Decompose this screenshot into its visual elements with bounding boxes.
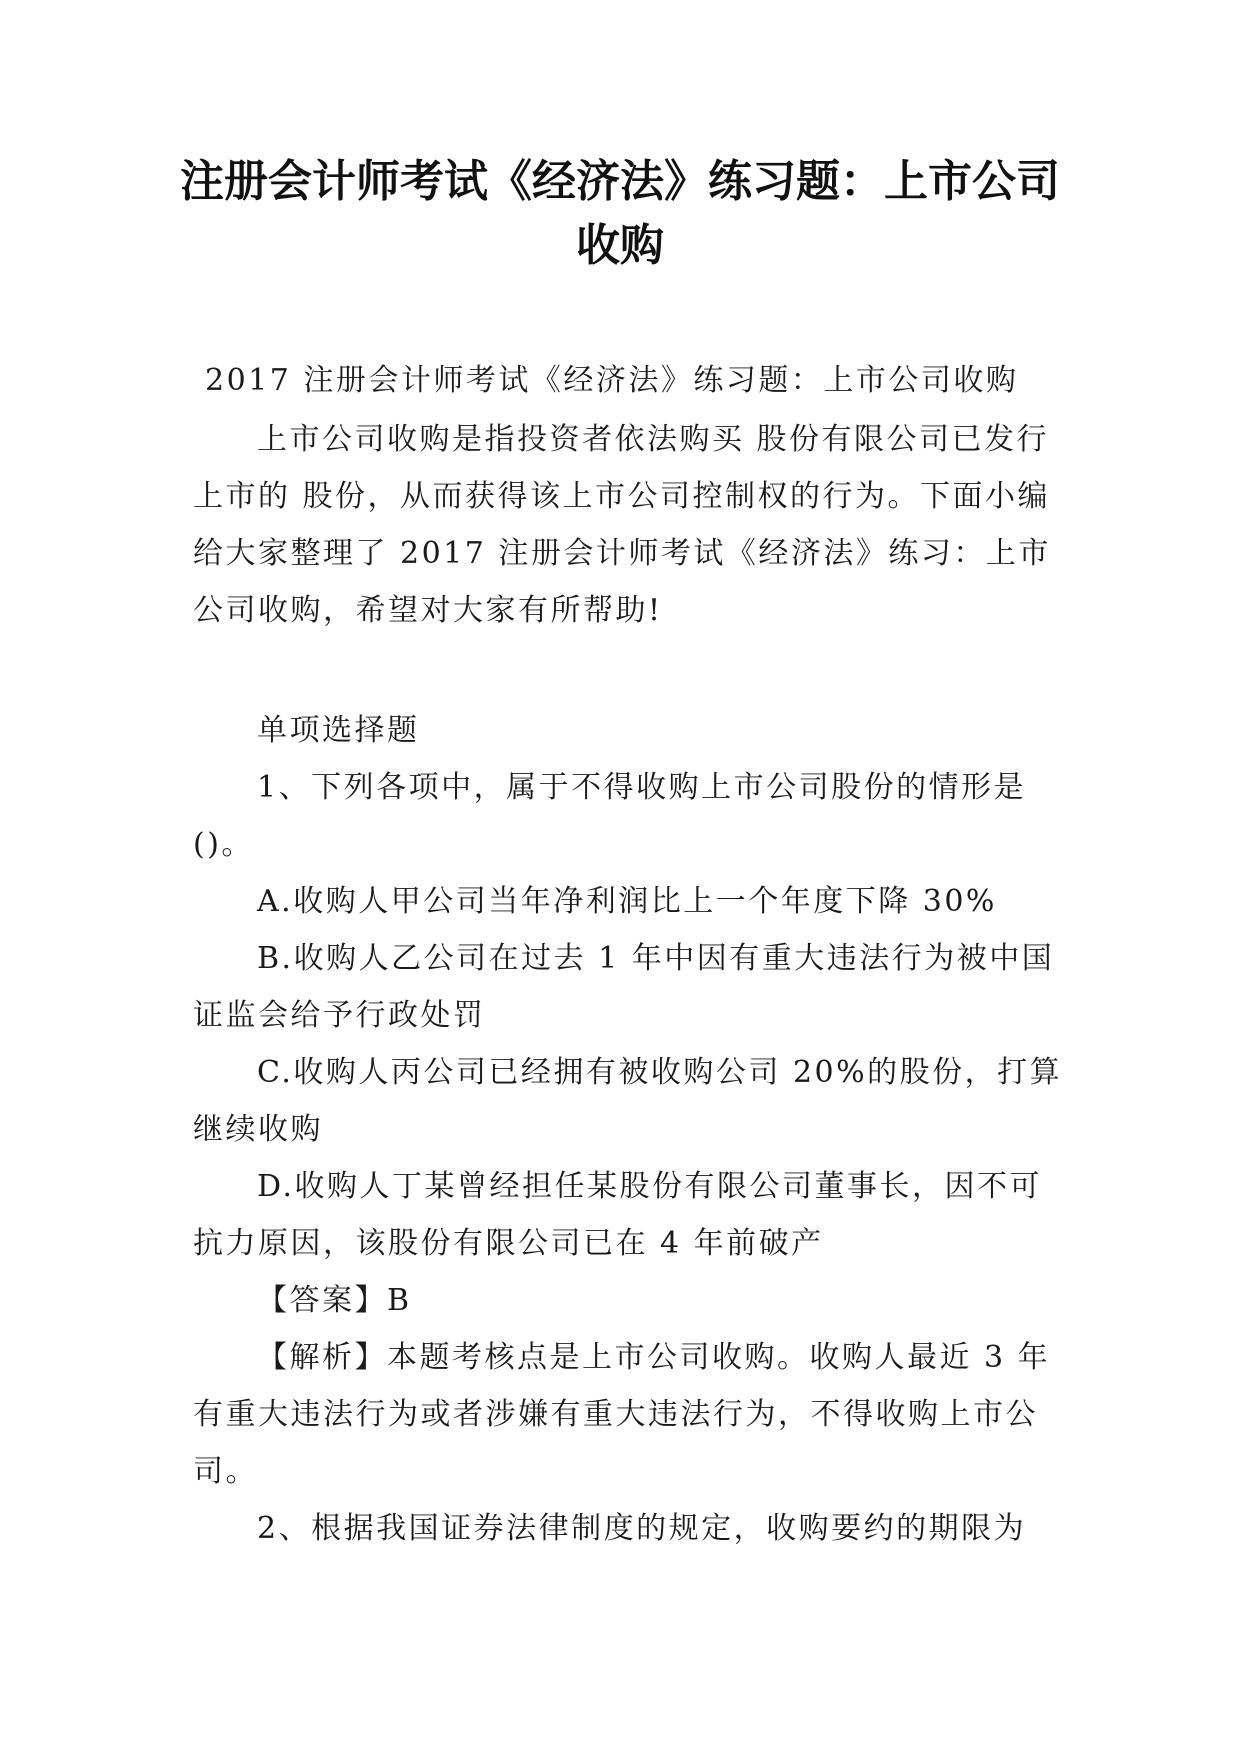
question-1-option-d: D.收购人丁某曾经担任某股份有限公司董事长，因不可抗力原因，该股份有限公司已在 4 年前破产 — [193, 1169, 1043, 1261]
section-heading: 单项选择题 — [257, 713, 420, 748]
question-1-option-c: C.收购人丙公司已经拥有被收购公司 20%的股份，打算继续收购 — [193, 1055, 1063, 1147]
question-1-stem: 1、下列各项中，属于不得收购上市公司股份的情形是()。 — [193, 770, 1027, 862]
question-section — [193, 702, 1063, 1557]
question-2-stem: 2、根据我国证券法律制度的规定，收购要约的期限为 — [257, 1511, 1027, 1546]
question-1-answer: 【答案】B — [257, 1283, 412, 1318]
question-1-option-b: B.收购人乙公司在过去 1 年中因有重大违法行为被中国证监会给予行政处罚 — [193, 941, 1055, 1033]
document-subtitle: 2017 注册会计师考试《经济法》练习题：上市公司收购 — [205, 363, 1019, 398]
intro-paragraph: 上市公司收购是指投资者依法购买 股份有限公司已发行上市的 股份，从而获得该上市公司控制权的行为。下面小编给大家整理了 2017 注册会计师考试《经济法》练习：上市公司收购，希望对大家有所帮助! — [193, 422, 1051, 628]
document-title: 注册会计师考试《经济法》练习题：上市公司收购 — [180, 156, 1060, 271]
question-1-analysis: 【解析】本题考核点是上市公司收购。收购人最近 3 年有重大违法行为或者涉嫌有重大违法行为，不得收购上市公司。 — [193, 1340, 1051, 1489]
question-1-option-a: A.收购人甲公司当年净利润比上一个年度下降 30% — [257, 884, 997, 919]
